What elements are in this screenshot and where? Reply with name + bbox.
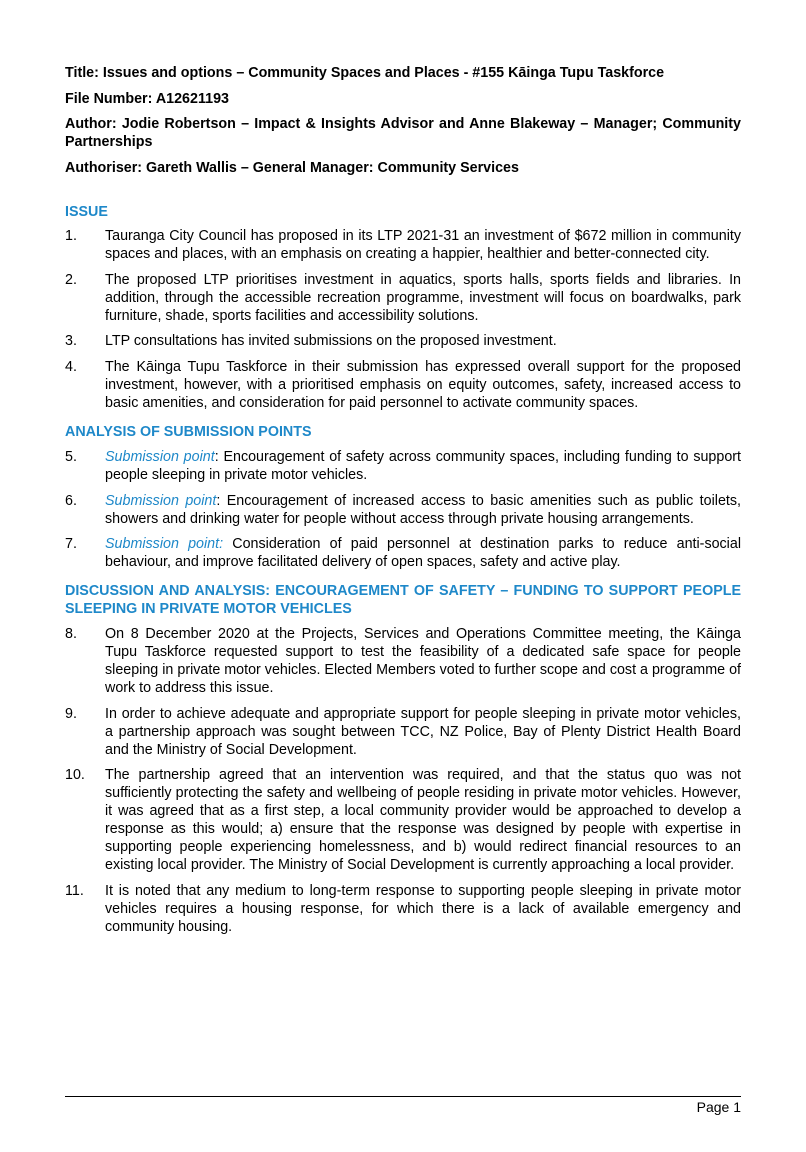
list-item <box>65 227 741 263</box>
list-item <box>65 625 741 697</box>
item-text: In order to achieve adequate and appropriate support for people sleeping in private motor vehicles, a partnership approach was sought between TCC, NZ Police, Bay of Plenty District Health Board and the Ministry of Social Development. <box>105 705 741 758</box>
item-number: 10. <box>65 767 85 783</box>
item-text: It is noted that any medium to long-term response to supporting people sleeping in private motor vehicles requires a housing response, for which there is a lack of available emergency and community housing. <box>105 882 741 935</box>
section-heading-issue: ISSUE <box>65 203 108 220</box>
item-text: Encouragement of safety across community spaces, including funding to support people sleeping in private motor vehicles. <box>105 449 742 483</box>
list-item <box>65 882 741 936</box>
author: Author: Jodie Robertson – Impact & Insights Advisor and Anne Blakeway – Manager; Community Partnerships <box>65 116 741 150</box>
authoriser-label: Authoriser <box>65 159 138 176</box>
item-number: 7. <box>65 536 77 552</box>
item-number: 5. <box>65 449 77 465</box>
file-number: File Number: A12621193 <box>65 90 229 107</box>
list-item <box>65 766 741 874</box>
list-item <box>65 271 741 325</box>
issue-list <box>65 227 741 412</box>
document-metadata <box>65 64 741 177</box>
list-item <box>65 535 741 571</box>
authoriser <box>65 159 741 177</box>
item-number: 6. <box>65 492 77 509</box>
item-number: 9. <box>65 705 77 722</box>
analysis-list <box>65 448 741 571</box>
document-page <box>65 64 741 943</box>
submission-point-label: Submission point <box>105 449 215 465</box>
item-text: LTP consultations has invited submissions on the proposed investment. <box>105 333 557 349</box>
list-item <box>65 705 741 759</box>
list-item <box>65 332 741 350</box>
item-number: 2. <box>65 271 77 288</box>
item-number: 3. <box>65 333 77 349</box>
list-item <box>65 358 741 412</box>
page-number: Page 1 <box>696 1099 741 1115</box>
document-title: Title: Issues and options – Community Spaces and Places - #155 Kāinga Tupu Taskforce <box>65 65 665 81</box>
item-text: Consideration of paid personnel at destination parks to reduce anti-social behaviour, and improve facilitated delivery of open spaces, safety and active play. <box>105 536 741 570</box>
item-text: The proposed LTP prioritises investment in aquatics, sports halls, sports fields and libraries. In addition, through the accessible recreation programme, investment will focus on boardwalks, park furniture, shade, sports facilities and accessibility solutions. <box>105 271 741 324</box>
discussion-list <box>65 625 741 936</box>
submission-point-label: Submission point: <box>105 536 224 552</box>
item-text: Tauranga City Council has proposed in its LTP 2021-31 an investment of $672 million in community spaces and places, with an emphasis on creating a happier, healthier and better-connected city. <box>105 228 741 262</box>
authoriser-value: : Gareth Wallis – General Manager: Community Services <box>137 159 519 176</box>
item-number: 8. <box>65 626 77 642</box>
list-item <box>65 492 741 528</box>
section-heading-analysis: ANALYSIS OF SUBMISSION POINTS <box>65 423 312 440</box>
item-number: 1. <box>65 228 77 244</box>
item-text: On 8 December 2020 at the Projects, Services and Operations Committee meeting, the Kāinga Tupu Taskforce requested support to test the feasibility of a dedicated safe space for people sleeping in private motor vehicles. Elected Members voted to further scope and cost a programme of work to address this issue. <box>105 626 741 696</box>
item-text: The partnership agreed that an intervention was required, and that the status quo was not sufficiently protecting the safety and wellbeing of people residing in private motor vehicles. However, it was agreed that as a first step, a local community provider would be approached to develop a response as this would; a) ensure that the response was designed by people with expertise in supporting people experiencing homelessness, and b) would redirect financial resources to an existing local provider. The Ministry of Social Development is currently approaching a local provider. <box>105 767 741 873</box>
submission-point-label: Submission point <box>105 492 217 509</box>
item-number: 4. <box>65 358 77 375</box>
label-punct: : <box>216 492 221 509</box>
list-item <box>65 448 741 484</box>
item-number: 11. <box>65 882 84 899</box>
footer-divider <box>65 1096 741 1097</box>
item-text: The Kāinga Tupu Taskforce in their submission has expressed overall support for the proposed investment, however, with a prioritised emphasis on equity outcomes, safety, increased access to basic amenities, and consideration for paid personnel to activate community spaces. <box>105 358 741 411</box>
label-punct: : <box>214 449 219 465</box>
section-heading-discussion: DISCUSSION AND ANALYSIS: ENCOURAGEMENT OF SAFETY – FUNDING TO SUPPORT PEOPLE SLEEPING IN PRIVATE MOTOR VEHICLES <box>65 583 741 617</box>
item-text: Encouragement of increased access to basic amenities such as public toilets, showers and drinking water for people without access through private housing arrangements. <box>105 492 741 527</box>
